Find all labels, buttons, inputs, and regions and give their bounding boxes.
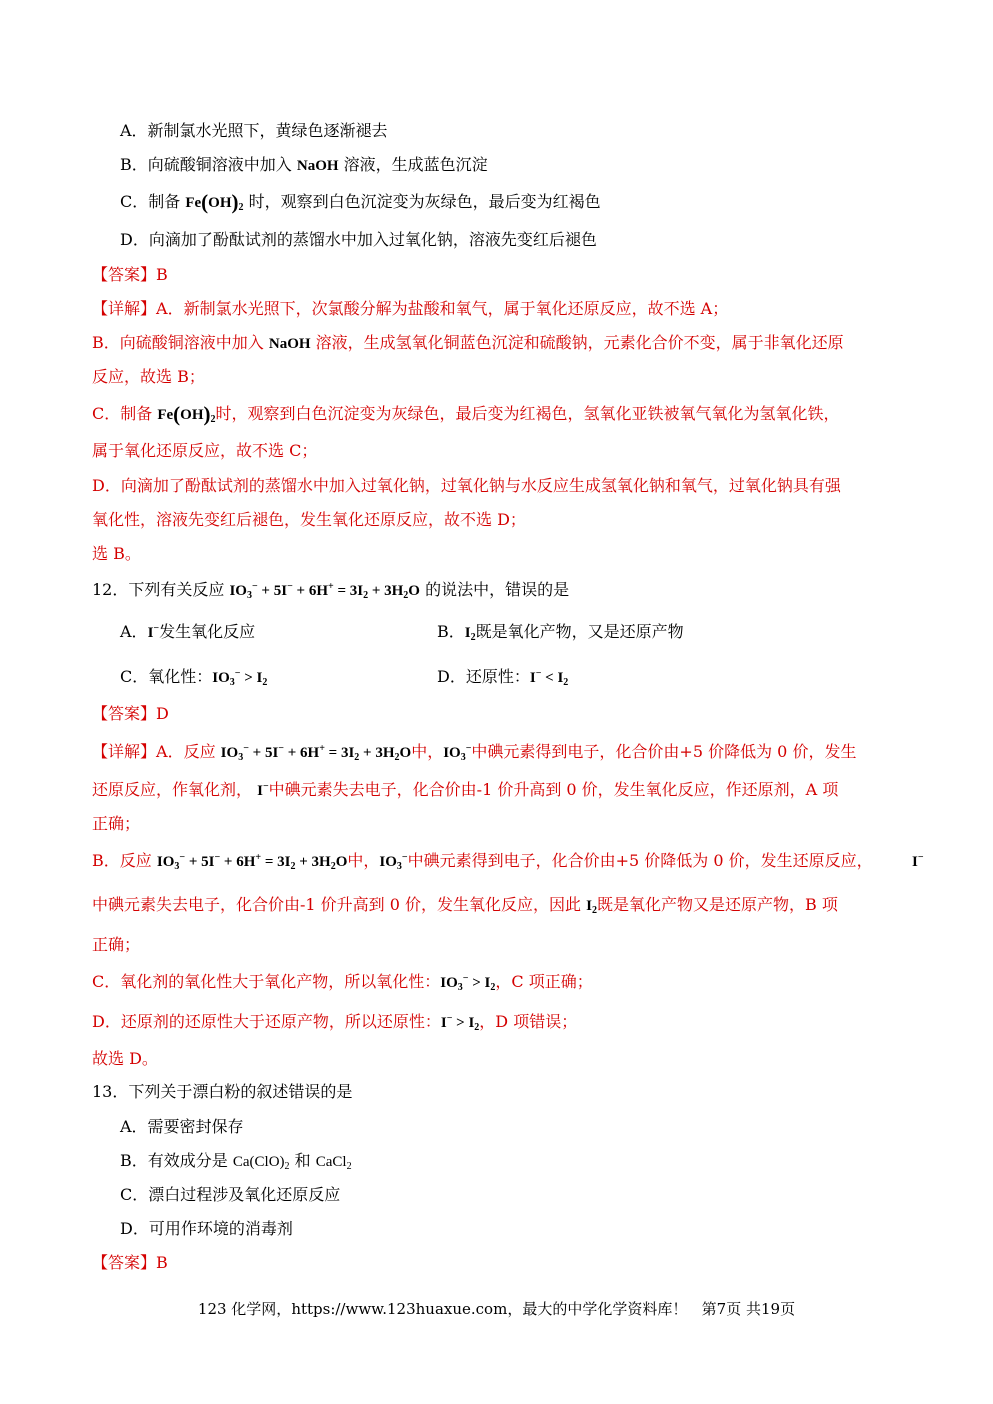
q11-detail-d1: D．向滴加了酚酞试剂的蒸馏水中加入过氧化钠，过氧化钠与水反应生成氢氧化钠和氧气，过氧化钠具有强 bbox=[92, 476, 841, 495]
detail-text: 中， bbox=[411, 742, 444, 761]
q12-option-d-pre: D．还原性： bbox=[437, 667, 530, 686]
fe-oh2-formula: $Fe(OH)_2$ bbox=[157, 402, 216, 426]
detail-text: 既是氧化产物又是还原产物，B 项 bbox=[596, 895, 838, 914]
q12-option-a-post: 发生氧化反应 bbox=[159, 622, 256, 641]
q11-detail-a bbox=[92, 297, 728, 321]
q13-option-d: D．可用作环境的消毒剂 bbox=[120, 1219, 293, 1238]
q12-option-b bbox=[437, 620, 684, 645]
reaction-equation: $IO_3^- + 5I^- + 6H^+ = 3I_2 + 3H_2O$ bbox=[229, 581, 420, 601]
q11-option-b-pre: B．向硫酸铜溶液中加入 bbox=[120, 155, 297, 174]
q12-option-a-pre: A． bbox=[120, 622, 148, 641]
q11-detail-b1 bbox=[92, 331, 844, 356]
q12-detail-b2 bbox=[92, 893, 838, 918]
q13-option-c: C．漂白过程涉及氧化还原反应 bbox=[120, 1185, 341, 1204]
reaction-equation: $IO_3^- + 5I^- + 6H^+ = 3I_2 + 3H_2O$ bbox=[220, 743, 412, 763]
iodine-formula: $I_2$ bbox=[464, 625, 476, 643]
detail-text: 中， bbox=[347, 851, 380, 870]
detail-tag: 【详解】 bbox=[92, 299, 157, 318]
q13-option-b-pre: B．有效成分是 bbox=[120, 1151, 233, 1170]
reducing-comparison: $I^- < I_2$ bbox=[529, 668, 569, 688]
q12-detail-a3: 正确； bbox=[92, 814, 141, 833]
q12-detail-a1 bbox=[92, 740, 856, 765]
footer-slogan: ，最大的中学化学资料库！ bbox=[507, 1300, 688, 1318]
answer-value: B bbox=[156, 1253, 168, 1272]
q11-option-b bbox=[120, 153, 488, 178]
q11-detail-b2: 反应，故选 B； bbox=[92, 367, 205, 386]
page-word: 第 bbox=[701, 1300, 717, 1318]
q13-option-b-mid: 和 bbox=[289, 1151, 316, 1170]
q11-option-a: A．新制氯水光照下，黄绿色逐渐褪去 bbox=[120, 121, 388, 140]
oxidizing-comparison: $IO_3^- > I_2$ bbox=[440, 973, 496, 993]
q12-detail-b1 bbox=[92, 849, 873, 874]
detail-text: 中碘元素得到电子，化合价由+5 价降低为 0 价，发生还原反应， bbox=[407, 851, 873, 870]
q11-conclusion: 选 B。 bbox=[92, 544, 141, 563]
reaction-equation: $IO_3^- + 5I^- + 6H^+ = 3I_2 + 3H_2O$ bbox=[156, 852, 348, 872]
q13-option-a: A．需要密封保存 bbox=[120, 1117, 244, 1136]
page-word: 页 共 bbox=[726, 1300, 761, 1318]
page-total: 19 bbox=[760, 1300, 781, 1318]
detail-b1-post: 溶液，生成氢氧化铜蓝色沉淀和硫酸钠，元素化合价不变，属于非氧化还原 bbox=[315, 333, 844, 352]
q11-option-d: D．向滴加了酚酞试剂的蒸馏水中加入过氧化钠，溶液先变红后褪色 bbox=[120, 230, 597, 249]
q12-option-d bbox=[437, 665, 568, 690]
page-current: 7 bbox=[716, 1300, 727, 1318]
detail-text: D．还原剂的还原性大于还原产物，所以还原性： bbox=[92, 1012, 441, 1031]
detail-a-text: A．新制氯水光照下，次氯酸分解为盐酸和氧气，属于氧化还原反应，故不选 A； bbox=[156, 299, 729, 318]
iodate-formula: $IO_3^-$ bbox=[379, 852, 408, 872]
q12-detail-d bbox=[92, 1010, 577, 1035]
q12-detail-a2 bbox=[92, 778, 838, 803]
iodide-formula: I− bbox=[257, 781, 269, 799]
q11-option-c-pre: C．制备 bbox=[120, 192, 186, 211]
answer-value: D bbox=[156, 704, 169, 723]
page-number bbox=[702, 1300, 795, 1318]
q12-stem-pre: 12．下列有关反应 bbox=[92, 580, 230, 599]
iodate-formula: $IO_3^-$ bbox=[443, 743, 472, 763]
calcium-chloride-formula: CaCl$_2$ bbox=[315, 1154, 352, 1172]
page-word: 页 bbox=[780, 1300, 796, 1318]
answer-tag: 【答案】 bbox=[92, 1253, 157, 1272]
q12-conclusion: 故选 D。 bbox=[92, 1049, 158, 1068]
footer-site: 123 化学网， bbox=[197, 1300, 292, 1318]
detail-text: C．氧化剂的氧化性大于氧化产物，所以氧化性： bbox=[92, 972, 441, 991]
answer-tag: 【答案】 bbox=[92, 265, 157, 284]
answer-tag: 【答案】 bbox=[92, 704, 157, 723]
iodide-formula: I− bbox=[912, 852, 924, 870]
footer-url: https://www.123huaxue.com bbox=[291, 1300, 508, 1318]
fe-oh2-formula: $Fe(OH)_2$ bbox=[185, 190, 244, 214]
q11-detail-d2: 氧化性，溶液先变红后褪色，发生氧化还原反应，故不选 D； bbox=[92, 510, 526, 529]
reducing-comparison: $I^- > I_2$ bbox=[440, 1013, 480, 1033]
q11-detail-c1 bbox=[92, 402, 840, 427]
page-footer bbox=[0, 1297, 993, 1321]
detail-b1-pre: B．向硫酸铜溶液中加入 bbox=[92, 333, 269, 352]
detail-text: A．反应 bbox=[156, 742, 221, 761]
answer-value: B bbox=[156, 265, 168, 284]
q11-option-c bbox=[120, 190, 601, 215]
q12-option-b-post: 既是氧化产物，又是还原产物 bbox=[475, 622, 684, 641]
calcium-hypochlorite-formula: $Ca(ClO)_2$ bbox=[232, 1154, 290, 1172]
detail-text: 中碘元素失去电子，化合价由-1 价升高到 0 价，发生氧化反应，因此 bbox=[92, 895, 587, 914]
q12-stem bbox=[92, 578, 569, 603]
iodine-formula: $I_2$ bbox=[586, 898, 597, 916]
detail-c1-pre: C．制备 bbox=[92, 404, 158, 423]
iodide-formula: I− bbox=[147, 623, 160, 641]
q12-answer bbox=[92, 702, 169, 726]
naoh-formula: NaOH bbox=[268, 336, 311, 352]
q13-answer bbox=[92, 1251, 168, 1275]
q12-stem-post: 的说法中，错误的是 bbox=[425, 580, 570, 599]
detail-c1-post: 时，观察到白色沉淀变为灰绿色，最后变为红褐色，氢氧化亚铁被氧气氧化为氢氧化铁， bbox=[215, 404, 840, 423]
detail-text: B．反应 bbox=[92, 851, 157, 870]
q13-option-b bbox=[120, 1149, 352, 1174]
naoh-formula: NaOH bbox=[296, 158, 339, 174]
detail-text: ，D 项错误； bbox=[479, 1012, 578, 1031]
q12-option-c bbox=[120, 665, 267, 690]
detail-tag: 【详解】 bbox=[92, 742, 157, 761]
detail-text: 中碘元素得到电子，化合价由+5 价降低为 0 价，发生 bbox=[471, 742, 857, 761]
oxidizing-comparison: $IO_3^- > I_2$ bbox=[212, 668, 268, 688]
q12-option-a bbox=[120, 620, 255, 645]
detail-text: 还原反应，作氧化剂， bbox=[92, 780, 253, 799]
q13-stem: 13．下列关于漂白粉的叙述错误的是 bbox=[92, 1082, 353, 1101]
q11-option-b-post: 溶液，生成蓝色沉淀 bbox=[338, 155, 488, 174]
q11-detail-c2: 属于氧化还原反应，故不选 C； bbox=[92, 441, 318, 460]
q12-option-c-pre: C．氧化性： bbox=[120, 667, 213, 686]
q12-detail-c bbox=[92, 970, 593, 995]
detail-text: ，C 项正确； bbox=[495, 972, 593, 991]
q11-option-c-post: 时，观察到白色沉淀变为灰绿色，最后变为红褐色 bbox=[248, 192, 601, 211]
q12-option-b-pre: B． bbox=[437, 622, 465, 641]
detail-text: 中碘元素失去电子，化合价由-1 价升高到 0 价，发生氧化反应，作还原剂，A 项 bbox=[268, 780, 839, 799]
q11-answer bbox=[92, 263, 168, 287]
q12-detail-b3: 正确； bbox=[92, 935, 141, 954]
